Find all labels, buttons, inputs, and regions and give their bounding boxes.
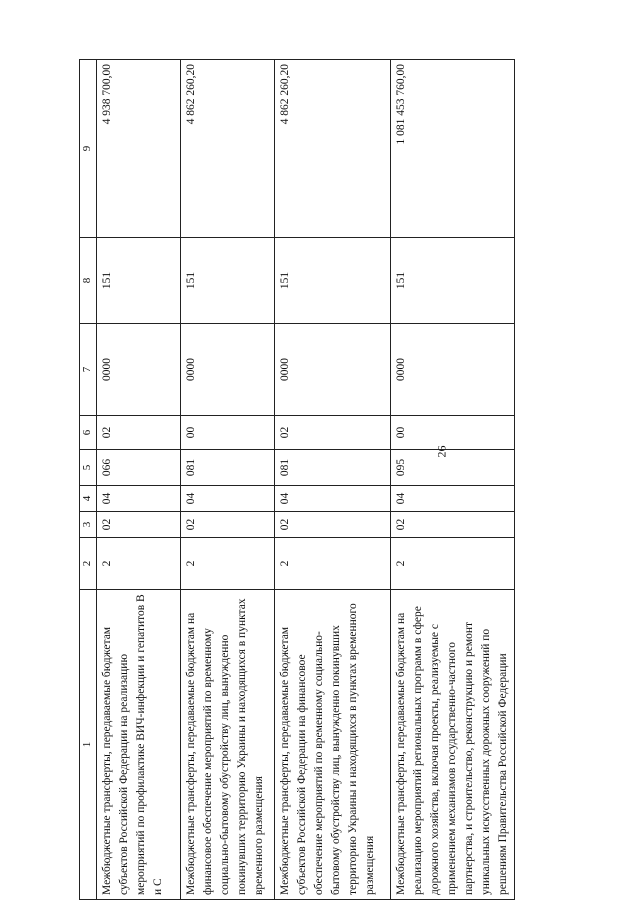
code-cell: 04 — [275, 486, 391, 512]
code-cell: 2 — [391, 538, 515, 590]
code-cell: 04 — [181, 486, 275, 512]
column-header: 8 — [80, 238, 97, 324]
code-cell: 04 — [391, 486, 515, 512]
table-row — [391, 60, 515, 900]
row-description: Межбюджетные трансферты, передаваемые бюджетам субъектов Российской Федерации на финансовое обеспечение мероприятий по временному социально-бытовому обустройству лиц, вынужденно покинувших территорию Украины и находящихся в пунктах временного размещения — [275, 590, 391, 900]
code-cell: 081 — [275, 450, 391, 486]
code-cell: 02 — [97, 416, 181, 450]
table-row — [181, 60, 275, 900]
code-cell: 02 — [275, 416, 391, 450]
code-cell: 0000 — [275, 324, 391, 416]
code-cell: 081 — [181, 450, 275, 486]
code-cell: 0000 — [181, 324, 275, 416]
column-header: 5 — [80, 450, 97, 486]
row-description: Межбюджетные трансферты, передаваемые бюджетам на финансовое обеспечение мероприятий по временному социально-бытовому обустройству лиц, вынужденно покинувших территорию Украины и находящихся в пунктах временного размещения — [181, 590, 275, 900]
row-description: Межбюджетные трансферты, передаваемые бюджетам на реализацию мероприятий региональных программ в сфере дорожного хозяйства, включая проекты, реализуемые с применением механизмов государственно-частного партнерства, и строительство, реконструкцию и ремонт уникальных искусственных дорожных сооружений по решениям Правительства Российской Федерации — [391, 590, 515, 900]
table-row — [97, 60, 181, 900]
rotated-table-container — [79, 60, 509, 900]
table-row — [275, 60, 391, 900]
code-cell: 02 — [391, 512, 515, 538]
column-header: 2 — [80, 538, 97, 590]
column-header: 4 — [80, 486, 97, 512]
code-cell: 0000 — [391, 324, 515, 416]
code-cell: 0000 — [97, 324, 181, 416]
column-header: 1 — [80, 590, 97, 900]
page-number: 26 — [434, 445, 449, 458]
budget-table — [79, 59, 515, 900]
code-cell: 151 — [181, 238, 275, 324]
code-cell: 2 — [275, 538, 391, 590]
code-cell: 095 — [391, 450, 515, 486]
header-row — [80, 60, 97, 900]
code-cell: 02 — [181, 512, 275, 538]
amount-cell: 4 862 260,20 — [181, 60, 275, 238]
code-cell: 2 — [181, 538, 275, 590]
code-cell: 02 — [275, 512, 391, 538]
column-header: 9 — [80, 60, 97, 238]
amount-cell: 1 081 453 760,00 — [391, 60, 515, 238]
code-cell: 04 — [97, 486, 181, 512]
code-cell: 151 — [275, 238, 391, 324]
code-cell: 2 — [97, 538, 181, 590]
code-cell: 02 — [97, 512, 181, 538]
code-cell: 066 — [97, 450, 181, 486]
column-header: 3 — [80, 512, 97, 538]
column-header: 6 — [80, 416, 97, 450]
code-cell: 151 — [97, 238, 181, 324]
row-description: Межбюджетные трансферты, передаваемые бюджетам субъектов Российской Федерации на реализацию мероприятий по профилактике ВИЧ-инфекции и гепатитов B и C — [97, 590, 181, 900]
amount-cell: 4 938 700,00 — [97, 60, 181, 238]
code-cell: 00 — [391, 416, 515, 450]
code-cell: 151 — [391, 238, 515, 324]
column-header: 7 — [80, 324, 97, 416]
code-cell: 00 — [181, 416, 275, 450]
amount-cell: 4 862 260,20 — [275, 60, 391, 238]
